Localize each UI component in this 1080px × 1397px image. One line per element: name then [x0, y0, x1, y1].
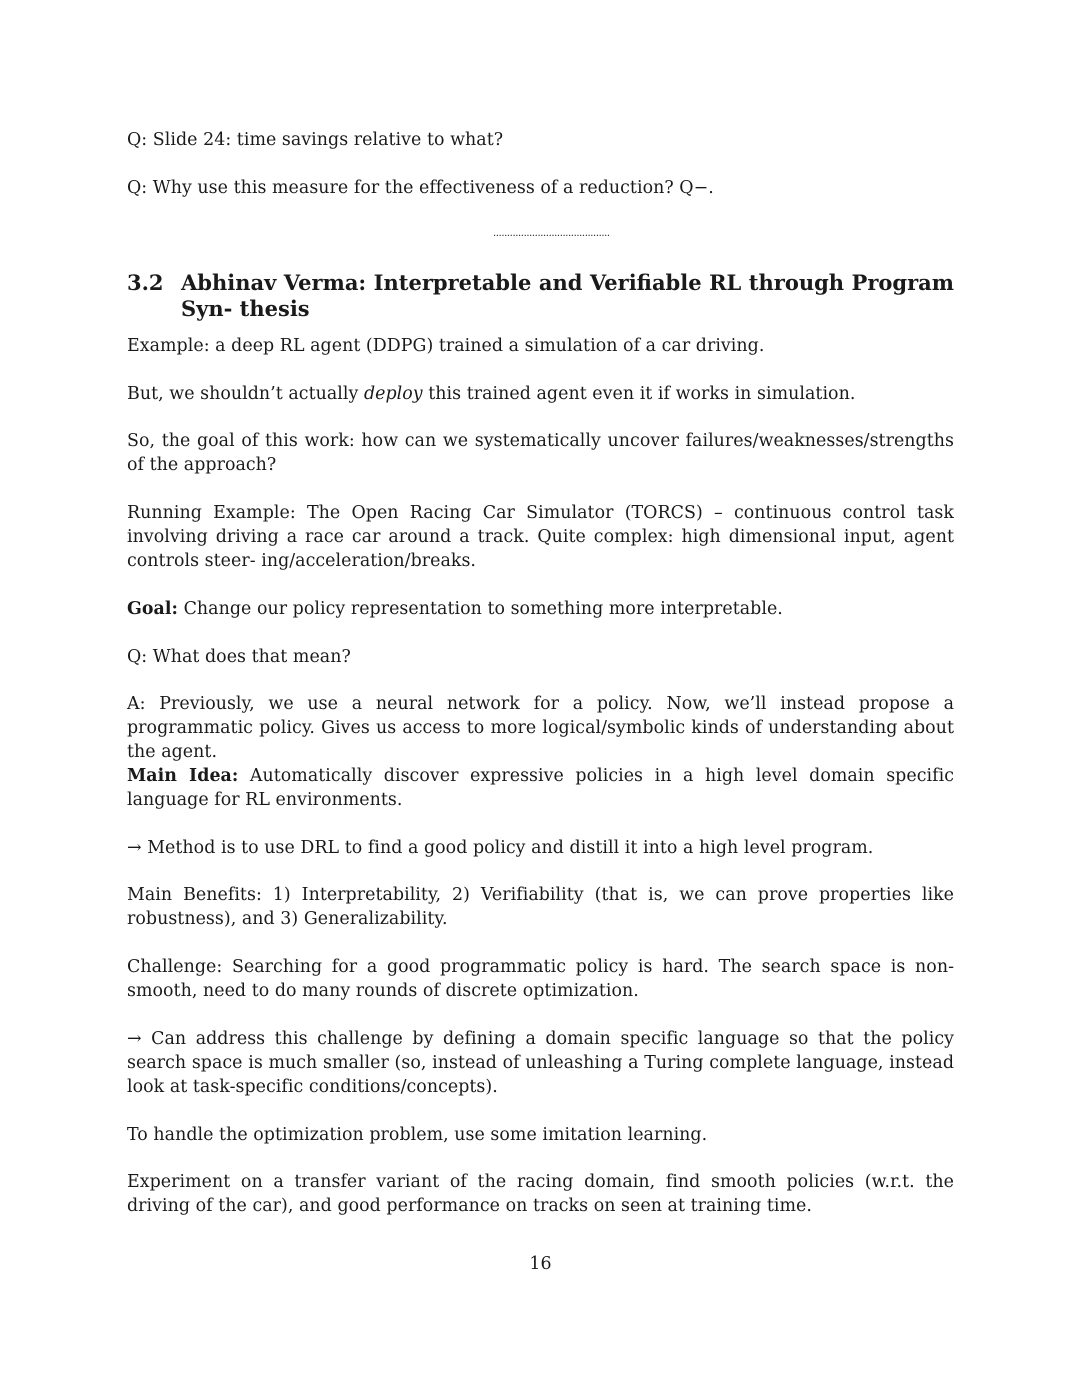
paragraph-deploy: [127, 382, 954, 406]
question-slide-24: Q: Slide 24: time savings relative to what?: [127, 130, 504, 150]
section-title: Abhinav Verma: Interpretable and Verifiable RL through Program Syn- thesis: [181, 270, 954, 321]
paragraph-method: → Method is to use DRL to find a good policy and distill it into a high level program.: [127, 838, 874, 858]
deploy-text-before: But, we shouldn’t actually: [127, 384, 364, 404]
main-idea-text: Automatically discover expressive policies in a high level domain specific language for RL environments.: [127, 766, 954, 810]
deploy-text-after: this trained agent even it if works in simulation.: [422, 384, 856, 404]
page-number: 16: [529, 1254, 552, 1274]
paragraph-example: Example: a deep RL agent (DDPG) trained a simulation of a car driving.: [127, 336, 765, 356]
paragraph-address: → Can address this challenge by defining a domain specific language so that the policy search space is much smaller (so, instead of unleashing a Turing complete language, instead look at task-specific conditions/concepts).: [127, 1029, 954, 1097]
main-idea-label: Main Idea:: [127, 766, 239, 786]
paragraph-goal: [127, 597, 954, 621]
deploy-emphasis: deploy: [363, 384, 423, 404]
paragraph-optimization: To handle the optimization problem, use some imitation learning.: [127, 1125, 708, 1145]
section-separator: ..........................................: [493, 228, 610, 239]
paragraph-benefits: Main Benefits: 1) Interpretability, 2) Verifiability (that is, we can prove properties like robustness), and 3) Generalizability.: [127, 885, 954, 929]
question-measure: Q: Why use this measure for the effectiveness of a reduction? Q−.: [127, 178, 714, 198]
goal-text: Change our policy representation to something more interpretable.: [178, 599, 783, 619]
paragraph-experiment: Experiment on a transfer variant of the racing domain, find smooth policies (w.r.t. the driving of the car), and good performance on tracks on seen at training time.: [127, 1172, 954, 1216]
paragraph-goal-of-work: So, the goal of this work: how can we systematically uncover failures/weaknesses/strengths of the approach?: [127, 431, 954, 475]
paragraph-question: Q: What does that mean?: [127, 647, 351, 667]
paragraph-challenge: Challenge: Searching for a good programmatic policy is hard. The search space is non-smooth, need to do many rounds of discrete optimization.: [127, 957, 954, 1001]
document-page: [127, 0, 954, 1397]
paragraph-main-idea: [127, 764, 954, 812]
paragraph-answer: A: Previously, we use a neural network for a policy. Now, we’ll instead propose a programmatic policy. Gives us access to more logical/symbolic kinds of understanding about the agent.: [127, 694, 954, 762]
goal-label: Goal:: [127, 599, 178, 619]
paragraph-running-example: Running Example: The Open Racing Car Simulator (TORCS) – continuous control task involving driving a race car around a track. Quite complex: high dimensional input, agent controls steer- ing/acceleration/breaks.: [127, 503, 954, 571]
section-number: 3.2: [127, 270, 164, 295]
